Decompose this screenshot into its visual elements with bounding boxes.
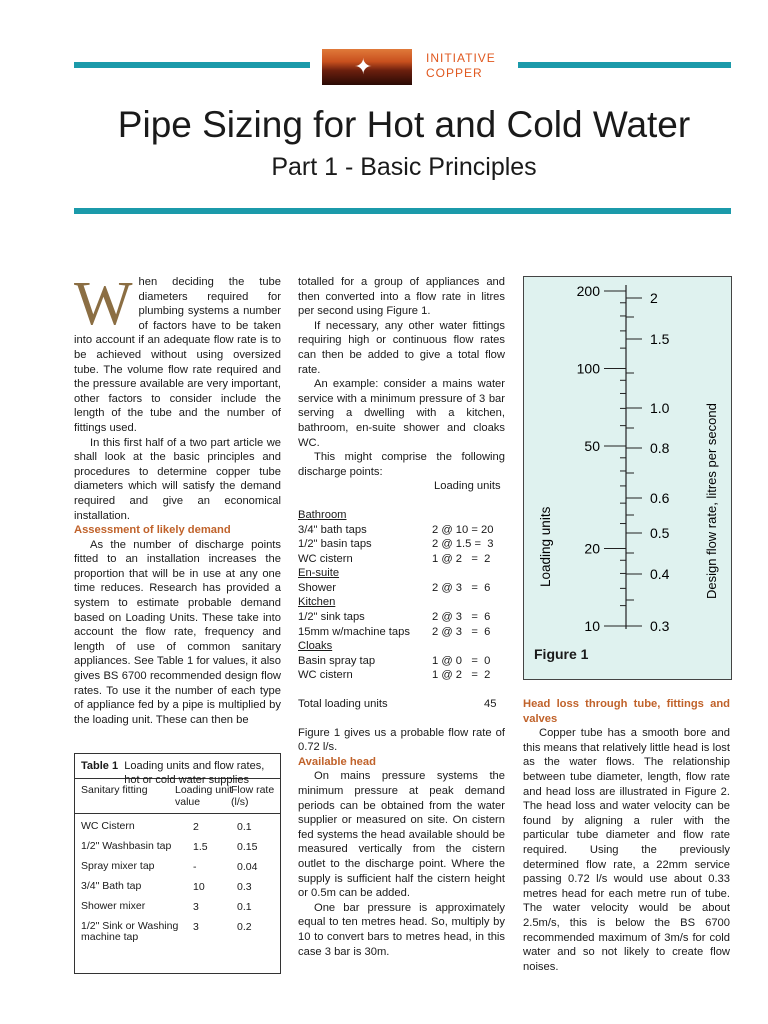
- paragraph: One bar pressure is approximately equal to ten metres head. So, multiply by 10 to convert bars to metres head, in this case 3 bar is 30m.: [298, 901, 505, 958]
- left-tick-label: 50: [584, 438, 600, 455]
- logo-line2: COPPER: [426, 66, 483, 80]
- table-body: [75, 814, 280, 949]
- logo-line1: INITIATIVE: [426, 51, 496, 65]
- paragraph: This might comprise the following discharge points:: [298, 451, 505, 478]
- column-3: [523, 697, 730, 974]
- loading-row: [298, 581, 505, 596]
- drop-cap: W: [74, 270, 133, 338]
- right-tick-label: 0.3: [650, 618, 670, 634]
- cell-fitting: Shower mixer: [81, 900, 146, 912]
- cell-flow: 0.3: [237, 881, 252, 893]
- left-tick-label: 200: [576, 283, 600, 299]
- loading-item: Kitchen: [298, 596, 336, 609]
- figure-1: [523, 276, 732, 680]
- paragraph: An example: consider a mains water service with a minimum pressure of 3 bar serving a dwelling with a kitchen, bathroom, en-suite shower and cloaks WC.: [298, 378, 505, 449]
- loading-row: [298, 668, 505, 683]
- loading-item: En-suite: [298, 567, 340, 580]
- header-loading: Loading unit value: [175, 784, 233, 808]
- cell-loading: -: [193, 861, 197, 873]
- loading-calc: 2 @ 3 = 6: [432, 581, 491, 594]
- table-caption-text: Loading units and flow rates, hot or cold water supplies: [124, 760, 265, 786]
- loading-row: [298, 508, 505, 523]
- loading-item: Shower: [298, 581, 336, 594]
- right-tick-label: 0.8: [650, 440, 670, 456]
- table-row: [75, 919, 280, 949]
- nomogram: [524, 277, 731, 679]
- header-fitting: Sanitary fitting: [81, 784, 148, 796]
- total-value: 45: [484, 698, 497, 711]
- title-rule: [74, 208, 731, 214]
- left-tick-label: 10: [584, 618, 600, 634]
- cell-flow: 0.1: [237, 901, 252, 913]
- left-axis-label: Loading units: [538, 506, 553, 587]
- left-tick-label: 20: [584, 540, 600, 557]
- cell-loading: 10: [193, 881, 205, 893]
- paragraph: On mains pressure systems the minimum pressure at peak demand periods can be obtained from the water supplier or measured on site. On cistern fed systems the head available should be measured vertically from the cistern outlet to the discharge point. Where the supply is sufficient half the cistern height or 0.5m can be added.: [298, 770, 505, 900]
- loading-row: [298, 566, 505, 581]
- loading-item: Bathroom: [298, 508, 347, 521]
- loading-row: [298, 595, 505, 610]
- right-tick-label: 0.6: [650, 490, 670, 506]
- loading-calc: 2 @ 10 = 20: [432, 523, 494, 536]
- paragraph: Copper tube has a smooth bore and this means that relatively little head is lost as the water flows. The relationship between tube diameter, length, flow rate and head loss are illustrated in Figure 2. The head loss and water velocity can be found by aligning a ruler with the particular tube diameter and flow rate required. Using the previously determined flow rate, a 22mm service passing 0.72 l/s would use about 0.33 metres head for each metre run of tube. The water velocity would be about 2.5m/s, this is below the BS 6700 recommended maximum of 3m/s for cold water and so not likely to create flow noises.: [523, 727, 730, 973]
- paragraph: totalled for a group of appliances and then converted into a flow rate in litres per second using Figure 1.: [298, 276, 505, 318]
- loading-row: [298, 625, 505, 640]
- loading-calc: 1 @ 2 = 2: [432, 552, 491, 565]
- left-tick-label: 100: [576, 360, 600, 377]
- figure-caption: Figure 1: [534, 646, 589, 662]
- header-rule-left: [74, 62, 310, 68]
- page-subtitle: Part 1 - Basic Principles: [271, 153, 537, 181]
- right-tick-label: 1.5: [650, 331, 670, 347]
- loading-row: [298, 523, 505, 538]
- right-tick-label: 0.5: [650, 525, 670, 541]
- paragraph: Figure 1 gives us a probable flow rate of 0.72 l/s.: [298, 726, 505, 754]
- cell-loading: 2: [193, 821, 199, 833]
- loading-item: 1/2" basin taps: [298, 538, 372, 551]
- loading-calc: 1 @ 2 = 2: [432, 669, 491, 682]
- paragraph: If necessary, any other water fittings requiring high or continuous flow rates can then be added to give a total flow rate.: [298, 319, 505, 376]
- loading-row: [298, 610, 505, 625]
- cell-fitting: 1/2" Washbasin tap: [81, 840, 172, 852]
- loading-header: Loading units: [434, 480, 501, 493]
- loading-row: [298, 654, 505, 669]
- cell-fitting: 3/4" Bath tap: [81, 880, 142, 892]
- cell-loading: 3: [193, 921, 199, 933]
- page-title: Pipe Sizing for Hot and Cold Water: [117, 104, 691, 145]
- right-axis-label: Design flow rate, litres per second: [704, 403, 719, 599]
- right-tick-label: 0.4: [650, 566, 670, 582]
- loading-row: [298, 537, 505, 552]
- table-header: [75, 779, 280, 814]
- paragraph: In this first half of a two part article we shall look at the basic principles and procedures to determine copper tube diameters which will satisfy the demand required and give an economical installation.: [74, 436, 281, 522]
- cell-fitting: 1/2" Sink or Washing machine tap: [81, 920, 179, 943]
- table-number: Table 1: [81, 760, 119, 772]
- loading-item: 1/2" sink taps: [298, 611, 365, 624]
- star-icon: ✦: [354, 54, 373, 79]
- cell-loading: 1.5: [193, 841, 208, 853]
- loading-item: Basin spray tap: [298, 654, 376, 667]
- table-row: [75, 879, 280, 899]
- cell-flow: 0.2: [237, 921, 252, 933]
- column-1: [74, 270, 281, 727]
- intro-text: hen deciding the tube diameters required for plumbing systems a number of factors have to be taken into account if an adequate flow rate is to be achieved without using oversized tube. The volume flow rate required and the pressure available are very important, other factors to consider include the length of the tube and the number of fittings used.: [74, 276, 281, 434]
- table-row: [75, 899, 280, 919]
- table-row: [75, 839, 280, 859]
- total-label: Total loading units: [298, 698, 388, 711]
- loading-calc: 2 @ 3 = 6: [432, 625, 491, 638]
- loading-item: WC cistern: [298, 552, 353, 565]
- cell-fitting: Spray mixer tap: [81, 860, 155, 872]
- section-heading: Assessment of likely demand: [74, 524, 231, 537]
- table-row: [75, 819, 280, 839]
- loading-item: 15mm w/machine taps: [298, 625, 410, 638]
- intro-paragraph: [74, 270, 281, 436]
- right-tick-label: 2: [650, 290, 658, 306]
- column-2: [298, 275, 505, 959]
- section-heading: Head loss through tube, fittings and valves: [523, 698, 730, 725]
- cell-flow: 0.04: [237, 861, 258, 873]
- header-rule-right: [518, 62, 731, 68]
- loading-row: [298, 639, 505, 654]
- loading-calc: 2 @ 1.5 = 3: [432, 538, 494, 551]
- loading-calc: 1 @ 0 = 0: [432, 654, 491, 667]
- table-row: [75, 859, 280, 879]
- header-flow: Flow rate (l/s): [231, 784, 275, 808]
- loading-item: WC cistern: [298, 669, 353, 682]
- section-heading: Available head: [298, 755, 376, 768]
- cell-flow: 0.1: [237, 821, 252, 833]
- loading-list: [298, 508, 505, 683]
- right-tick-label: 1.0: [650, 400, 670, 416]
- loading-row: [298, 552, 505, 567]
- total-row: [298, 697, 505, 712]
- cell-fitting: WC Cistern: [81, 820, 135, 832]
- table-1: [74, 753, 281, 974]
- loading-item: Cloaks: [298, 640, 333, 653]
- cell-flow: 0.15: [237, 841, 258, 853]
- loading-item: 3/4" bath taps: [298, 523, 367, 536]
- paragraph: As the number of discharge points fitted to an installation increases the proportion that will be in use at any one time reduces. Research has provided a system to estimate probable demand based on Loading Units. These take into account the flow rate, frequency and length of use of common sanitary appliances. See Table 1 for values, it also gives BS 6700 recommended design flow rates. To use it the number of each type of appliance fed by a pipe is multiplied by the loading unit. These can then be: [74, 538, 281, 726]
- cell-loading: 3: [193, 901, 199, 913]
- loading-calc: 2 @ 3 = 6: [432, 611, 491, 624]
- copper-initiative-logo: [322, 49, 508, 85]
- table-caption: [75, 754, 280, 786]
